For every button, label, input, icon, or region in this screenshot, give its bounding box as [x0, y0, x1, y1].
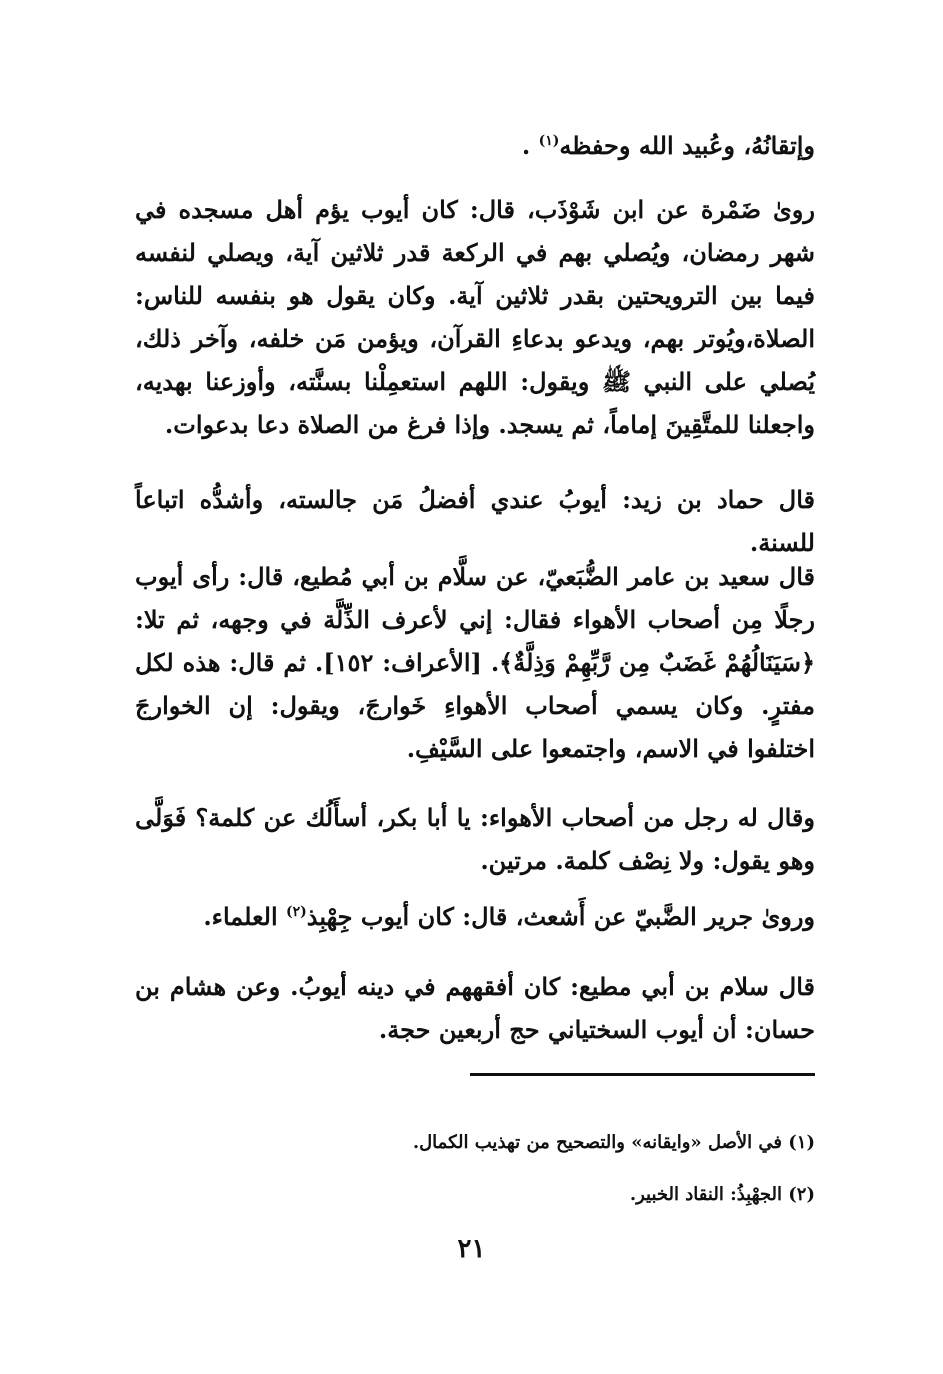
paragraph-6-suffix: العلماء.: [203, 902, 286, 931]
paragraph-1: [135, 124, 815, 167]
paragraph-3: قال حماد بن زيد: أيوبُ عندي أفضلُ مَن جالسته، وأشدُّه اتباعاً للسنة.: [135, 485, 815, 557]
paragraph-7: قال سلام بن أبي مطيع: كان أفقههم في دينه أيوبُ. وعن هشام بن حسان: أن أيوب السختياني حج أربعين حجة.: [135, 972, 815, 1044]
paragraph-1-text: وإتقانُهُ، وعُبيد الله وحفظه: [559, 131, 815, 160]
footnote-1: (١) في الأصل «وايقانه» والتصحيح من تهذيب الكمال.: [412, 1132, 815, 1153]
paragraph-4: قال سعيد بن عامر الضُّبَعيّ، عن سلَّام بن أبي مُطيع، قال: رأى أيوب رجلًا مِن أصحاب الأهواء فقال: إني لأعرف الذِّلَّة في وجهه، ثم تلا: ﴿سَيَنَالُهُمْ غَضَبٌ مِن رَّبِّهِمْ وَذِلَّةٌ﴾. [الأعراف: ١٥٢]. ثم قال: هذه لكل مفترٍ. وكان يسمي أصحاب الأهواءِ خَوارجَ، ويقول: إن الخوارجَ اختلفوا في الاسم، واجتمعوا على السَّيْفِ.: [135, 562, 816, 763]
paragraph-6: [135, 895, 815, 938]
footnote-separator: [470, 1073, 815, 1076]
paragraph-6-text: وروىٰ جرير الضَّبيّ عن أَشعث، قال: كان أيوب جِهْبِذ: [306, 902, 815, 931]
paragraph-2: روىٰ ضَمْرة عن ابن شَوْذَب، قال: كان أيوب يؤم أهل مسجده في شهر رمضان، ويُصلي بهم في الركعة قدر ثلاثين آية، ويصلي لنفسه فيما بين الترويحتين بقدر ثلاثين آية. وكان يقول هو بنفسه للناس: الصلاة،ويُوتر بهم، ويدعو بدعاءِ القرآن، ويؤمن مَن خلفه، وآخر ذلك، يُصلي على النبي ﷺ ويقول: اللهم استعمِلْنا بسنَّته، وأوزعنا بهديه، واجعلنا للمتَّقِينَ إماماً، ثم يسجد. وإذا فرغ من الصلاة دعا بدعوات.: [135, 195, 815, 439]
footnote-2: (٢) الجهْبِذُ: النقاد الخبير.: [629, 1184, 815, 1205]
footnote-ref-2: (٢): [286, 904, 307, 920]
footnote-ref-1: (١): [538, 133, 560, 149]
paragraph-1-suffix: .: [521, 131, 539, 160]
paragraph-5: وقال له رجل من أصحاب الأهواء: يا أبا بكر، أسأَلُك عن كلمة؟ فَوَلَّى وهو يقول: ولا نِصْف كلمة. مرتين.: [135, 803, 815, 875]
page-number: ٢١: [457, 1234, 486, 1264]
